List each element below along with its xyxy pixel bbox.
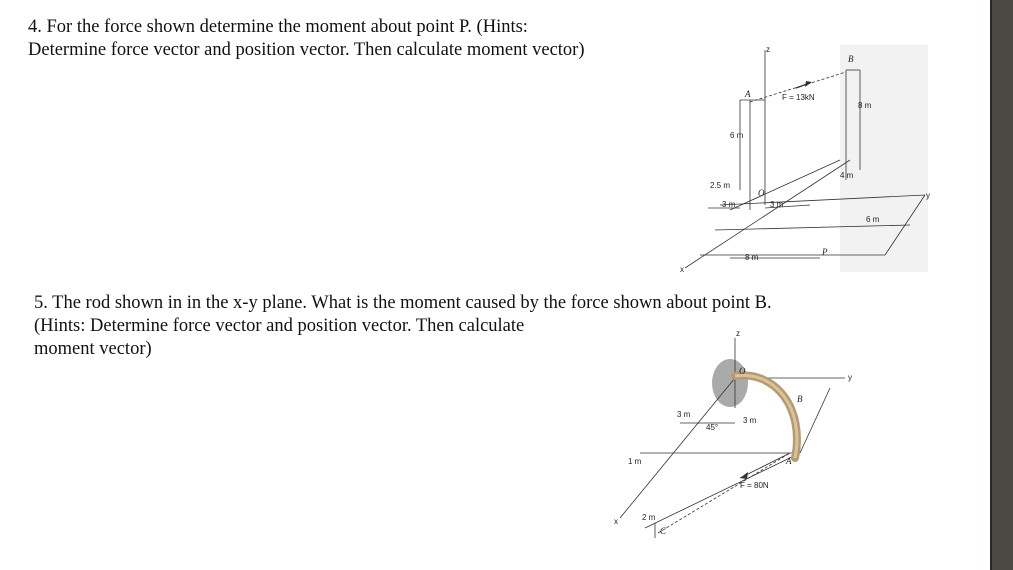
question-5-line-1: 5. The rod shown in in the x-y plane. What is the moment caused by the force shown about point B. bbox=[34, 293, 772, 313]
fig5-dim-1m: 1 m bbox=[628, 457, 642, 466]
fig5-z-label: z bbox=[736, 329, 740, 338]
fig4-point-b: B bbox=[848, 54, 854, 64]
fig5-dim-2m: 2 m bbox=[642, 513, 656, 522]
x-axis-line bbox=[620, 378, 735, 518]
fig5-x-label: x bbox=[614, 517, 618, 526]
fig4-dim-8m-right: 8 m bbox=[858, 101, 872, 110]
fig4-force-label: F = 13kN bbox=[782, 93, 815, 102]
side-bar-edge bbox=[990, 0, 992, 570]
force-line-of-action bbox=[658, 453, 790, 533]
floor-edge-right bbox=[800, 388, 830, 453]
question-4-text bbox=[28, 16, 585, 62]
fig4-point-p: P bbox=[822, 247, 828, 257]
fig4-dim-6m: 6 m bbox=[730, 131, 744, 140]
fig5-force-label: F = 80N bbox=[740, 481, 769, 490]
fig5-angle-45: 45° bbox=[706, 423, 719, 432]
question-5-figure bbox=[600, 328, 860, 548]
question-4-line-1: 4. For the force shown determine the moment about point P. (Hints: bbox=[28, 17, 528, 37]
force-arrowhead bbox=[805, 81, 812, 87]
fig4-z-label: z bbox=[766, 45, 770, 54]
fig5-dim-3m-mid: 3 m bbox=[743, 416, 757, 425]
fig4-dim-4m: 4 m bbox=[840, 171, 854, 180]
force-arrowhead bbox=[740, 472, 748, 479]
window-side-bar bbox=[990, 0, 1013, 570]
fig4-dim-2-5m: 2.5 m bbox=[710, 181, 731, 190]
question-5-line-2: (Hints: Determine force vector and position vector. Then calculate bbox=[34, 316, 525, 336]
figure-4-scan-shading bbox=[840, 45, 928, 272]
question-4-figure bbox=[670, 40, 932, 275]
fig5-point-b: B bbox=[797, 394, 803, 404]
fig4-y-label: y bbox=[926, 191, 930, 200]
fig4-dim-3m-b: 3 m bbox=[770, 200, 784, 209]
question-5-line-3: moment vector) bbox=[34, 339, 152, 359]
floor-diagonal-front bbox=[645, 453, 800, 528]
fig4-point-a: A bbox=[745, 89, 751, 99]
fig5-point-o: O bbox=[739, 366, 746, 376]
question-4-line-2: Determine force vector and position vector. Then calculate moment vector) bbox=[28, 40, 585, 60]
fig5-point-c: C bbox=[660, 526, 667, 536]
fig4-x-label: x bbox=[680, 265, 684, 274]
fig5-dim-3m-left: 3 m bbox=[677, 410, 691, 419]
fig4-dim-6m-right: 6 m bbox=[866, 215, 880, 224]
fig4-point-o: O bbox=[758, 188, 765, 198]
fig5-y-label: y bbox=[848, 373, 852, 382]
fig4-dim-3m-a: 3 m bbox=[722, 200, 736, 209]
fig5-point-a: A bbox=[786, 456, 792, 466]
fig4-dim-8m-bottom: 8 m bbox=[745, 253, 759, 262]
